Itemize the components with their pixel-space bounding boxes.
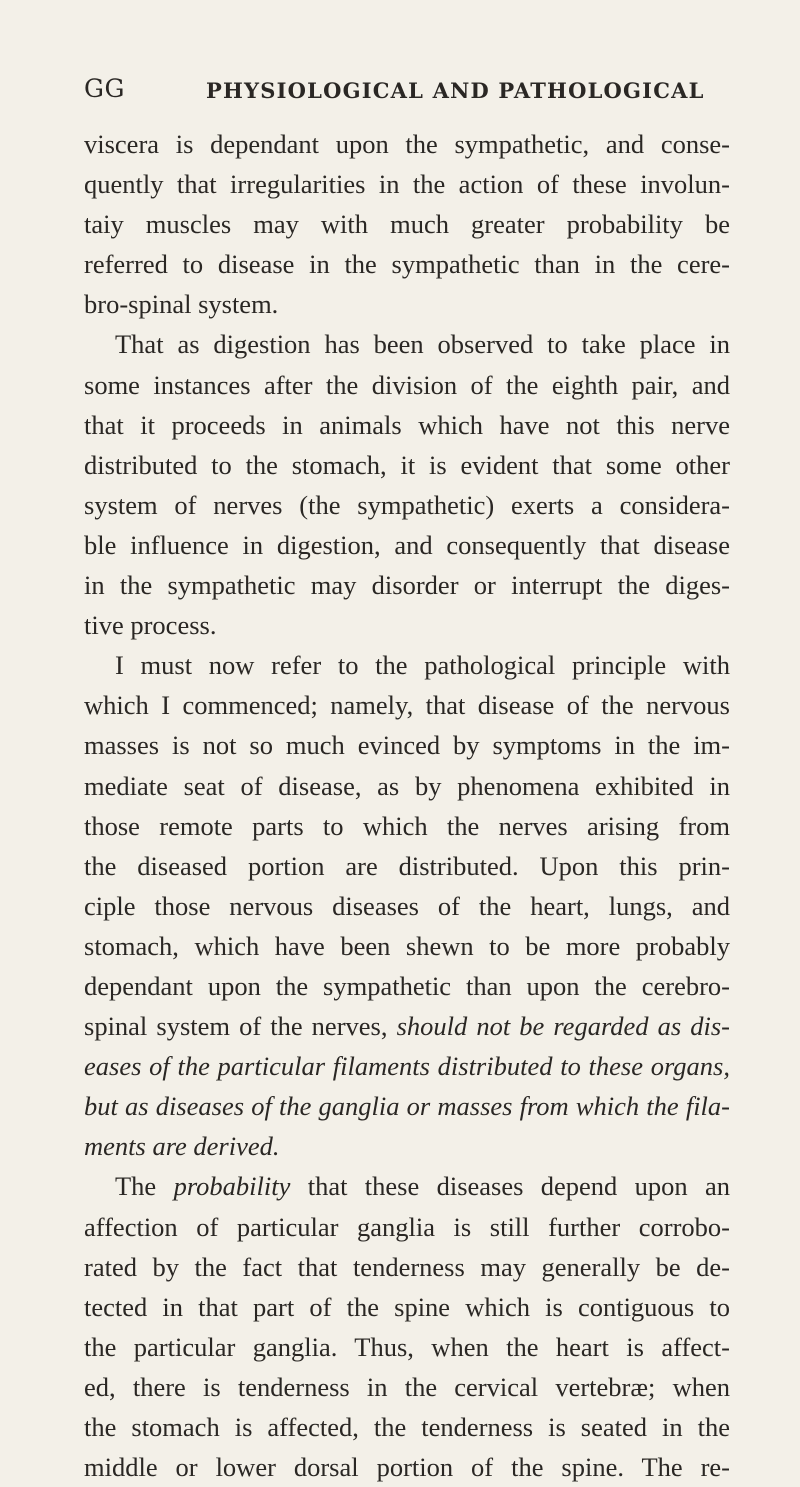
text-line <box>84 886 730 926</box>
text-line <box>84 284 730 324</box>
text-line <box>84 846 730 886</box>
text-line <box>84 1126 730 1166</box>
text-line <box>84 204 730 244</box>
text-line <box>84 685 730 725</box>
line-text: those remote parts to which the nerves arising from <box>84 810 730 841</box>
line-text: affection of particular ganglia is still further corrobo- <box>84 1211 730 1242</box>
text-line <box>84 525 730 565</box>
line-text: the particular ganglia. Thus, when the heart is affect- <box>84 1331 730 1362</box>
line-text: in the sympathetic may disorder or interrupt the diges- <box>84 570 730 601</box>
text-line <box>84 806 730 846</box>
text-line <box>84 725 730 765</box>
text-line <box>84 445 730 485</box>
line-text: quently that irregularities in the action of these involun- <box>84 169 730 200</box>
line-text: tected in that part of the spine which is contiguous to <box>84 1291 730 1322</box>
line-text: masses is not so much evinced by symptoms in the im- <box>84 730 730 761</box>
text-line <box>84 565 730 605</box>
line-text: dependant upon the sympathetic than upon the cerebro- <box>84 970 730 1001</box>
line-text: ments are derived. <box>84 1131 280 1162</box>
line-text: ed, there is tenderness in the cervical vertebræ; when <box>84 1371 730 1402</box>
text-line <box>84 1207 730 1247</box>
line-text: The <box>115 1171 157 1202</box>
line-text: the diseased portion are distributed. Upon this prin- <box>84 850 730 881</box>
text-line <box>84 164 730 204</box>
text-line <box>84 1006 730 1046</box>
text-line <box>84 766 730 806</box>
text-line <box>84 1367 730 1407</box>
line-text: tive process. <box>84 610 217 641</box>
line-text: spinal system of the nerves, <box>84 1011 388 1042</box>
text-line <box>84 405 730 445</box>
line-text: mediate seat of disease, as by phenomena exhibited in <box>84 770 730 801</box>
line-text: eases of the particular filaments distributed to these organs, <box>84 1051 730 1082</box>
line-text: system of nerves (the sympathetic) exerts a considera- <box>84 489 730 520</box>
line-text: but as diseases of the ganglia or masses from which the fila- <box>84 1091 730 1122</box>
text-line <box>84 926 730 966</box>
text-line <box>84 365 730 405</box>
line-text: middle or lower dorsal portion of the spine. The re- <box>84 1452 730 1483</box>
line-text: some instances after the division of the eighth pair, and <box>84 369 730 400</box>
text-line <box>84 1166 730 1206</box>
text-line <box>84 244 730 284</box>
text-line <box>84 485 730 525</box>
text-line <box>84 645 730 685</box>
text-line <box>84 966 730 1006</box>
line-text: ciple those nervous diseases of the heart, lungs, and <box>84 890 730 921</box>
line-text-italic: should not be regarded as dis- <box>396 1011 731 1042</box>
line-text-italic: probability <box>173 1171 291 1202</box>
text-line <box>84 1447 730 1487</box>
line-text: That as digestion has been observed to take place in <box>115 329 730 360</box>
line-text: rated by the fact that tenderness may generally be de- <box>84 1251 730 1282</box>
line-text: I must now refer to the pathological principle with <box>115 650 730 681</box>
line-text: the stomach is affected, the tenderness is seated in the <box>84 1412 730 1442</box>
text-line <box>84 124 730 164</box>
line-text: which I commenced; namely, that disease of the nervous <box>84 690 730 721</box>
line-text: that it proceeds in animals which have not this nerve <box>84 409 730 440</box>
text-line <box>84 324 730 364</box>
text-line <box>84 1287 730 1327</box>
line-text: viscera is dependant upon the sympathetic, and conse- <box>84 129 730 159</box>
text-line <box>84 1086 730 1126</box>
line-text: taiy muscles may with much greater probability be <box>84 209 730 240</box>
line-text: bro-spinal system. <box>84 289 279 320</box>
page-number: GG <box>84 74 125 103</box>
line-text: referred to disease in the sympathetic than in the cere- <box>84 249 730 280</box>
text-line <box>84 1247 730 1287</box>
line-text-tail: that these diseases depend upon an <box>307 1171 731 1202</box>
line-text: distributed to the stomach, it is evident that some other <box>84 449 730 480</box>
body-text <box>84 124 730 1487</box>
page-header <box>84 72 730 116</box>
line-text: stomach, which have been shewn to be more probably <box>84 930 730 961</box>
running-head: PHYSIOLOGICAL AND PATHOLOGICAL <box>206 78 705 103</box>
text-line <box>84 1407 730 1447</box>
text-line <box>84 605 730 645</box>
line-text: ble influence in digestion, and consequently that disease <box>84 529 730 560</box>
text-line <box>84 1046 730 1086</box>
